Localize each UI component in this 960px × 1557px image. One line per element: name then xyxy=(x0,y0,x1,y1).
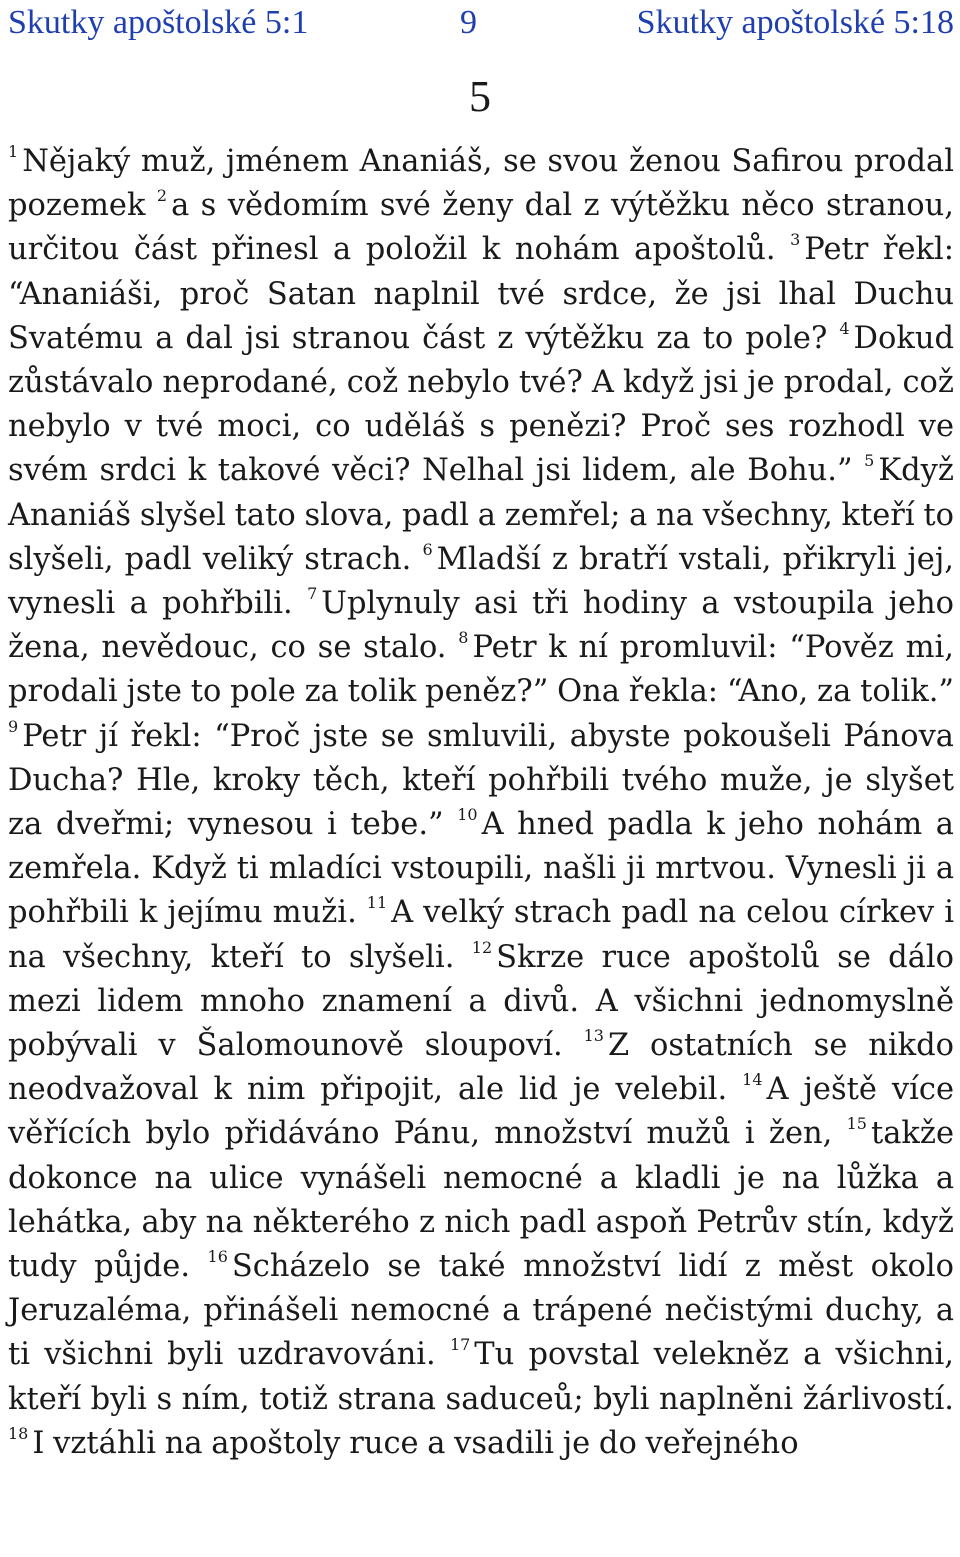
verse-number: 3 xyxy=(790,230,801,250)
verse-number: 14 xyxy=(742,1070,763,1090)
page-number: 9 xyxy=(460,4,477,41)
verse-text: Skrze ruce apoštolů se dálo mezi lidem mnoho znamení a divů. A všichni jednomyslně pobývali v Šalomounově sloupoví. xyxy=(8,939,954,1064)
verse-text: Dokud zůstávalo neprodané, což nebylo tvé? A když jsi je prodal, což nebylo v tvé moci, co uděláš s penězi? Proč ses rozhodl ve svém srdci k takové věci? Nelhal jsi lidem, ale Bohu.” xyxy=(8,320,954,489)
verse-number: 16 xyxy=(207,1247,228,1267)
verse-text: A ještě více věřících bylo přidáváno Pánu, množství mužů i žen, xyxy=(8,1072,954,1152)
verse-text: Nějaký muž, jménem Ananiáš, se svou ženou Safirou prodal pozemek xyxy=(8,144,954,224)
verse-text: takže dokonce na ulice vynášeli nemocné a kladli je na lůžka a lehátka, aby na některého z nich padl aspoň Petrův stín, když tudy půjde. xyxy=(8,1116,954,1285)
verse-number: 18 xyxy=(8,1423,29,1443)
verse-text: Petr k ní promluvil: “Pověz mi, prodali jste to pole za tolik peněz?” Ona řekla: “Ano, za tolik.” xyxy=(8,630,955,710)
verse-number: 12 xyxy=(471,937,493,957)
verse-text: Petr řekl: “Ananiáši, proč Satan naplnil tvé srdce, že jsi lhal Duchu Svatému a dal jsi stranou část z výtěžku za to pole? xyxy=(8,232,955,356)
verse-number: 17 xyxy=(449,1335,471,1355)
verse-text: Když Ananiáš slyšel tato slova, padl a zemřel; a na všechny, kteří to slyšeli, padl veliký strach. xyxy=(8,453,954,577)
verse-number: 13 xyxy=(583,1026,604,1046)
verse-text: a s vědomím své ženy dal z výtěžku něco stranou, určitou část přinesl a položil k nohám apoštolů. xyxy=(8,188,954,268)
verse xyxy=(8,1423,799,1461)
verse-text: Petr jí řekl: “Proč jste se smluvili, abyste pokoušeli Pánova Ducha? Hle, kroky těch, kteří pohřbili tvého muže, je slyšet za dveřmi; vynesou i tebe.” xyxy=(8,718,954,843)
verse-text: I vztáhli na apoštoly ruce a vsadili je do veřejného xyxy=(32,1425,799,1461)
verse-number: 4 xyxy=(839,318,850,338)
verse-number: 2 xyxy=(156,186,168,206)
verse-number: 10 xyxy=(457,805,478,825)
verse-number: 1 xyxy=(8,142,19,161)
chapter-text xyxy=(8,140,954,1466)
verse-text: A hned padla k jeho nohám a zemřela. Když ti mladíci vstoupili, našli ji mrtvou. Vynesli ji a pohřbili k jejímu muži. xyxy=(8,807,954,931)
verse-number: 7 xyxy=(307,584,318,604)
verse-number: 5 xyxy=(864,451,875,471)
verse-text: Tu povstal velekněz a všichni, kteří byli s ním, totiž strana saduceů; byli naplněni žárlivostí. xyxy=(8,1337,954,1417)
verse-text: Mladší z bratří vstali, přikryli jej, vynesli a pohřbili. xyxy=(8,541,954,622)
verse-number: 8 xyxy=(458,628,469,648)
verse-number: 15 xyxy=(846,1114,867,1134)
chapter-number: 5 xyxy=(469,72,491,121)
page-header xyxy=(0,0,960,50)
running-header-left: Skutky apoštolské 5:1 xyxy=(8,4,309,41)
verse-number: 6 xyxy=(422,539,433,559)
verse-text: Z ostatních se nikdo neodvažoval k nim připojit, ale lid je velebil. xyxy=(8,1028,954,1108)
verse-text: Scházelo se také množství lidí z měst okolo Jeruzaléma, přinášeli nemocné a trápené nečistými duchy, a ti všichni byli uzdravováni. xyxy=(8,1249,955,1373)
verse-text: A velký strach padl na celou církev i na všechny, kteří to slyšeli. xyxy=(8,895,954,975)
verse-number: 11 xyxy=(366,893,388,913)
verse-text: Uplynuly asi tři hodiny a vstoupila jeho žena, nevědouc, co se stalo. xyxy=(8,586,955,666)
verse-number: 9 xyxy=(8,716,19,736)
running-header-right: Skutky apoštolské 5:18 xyxy=(636,4,954,41)
